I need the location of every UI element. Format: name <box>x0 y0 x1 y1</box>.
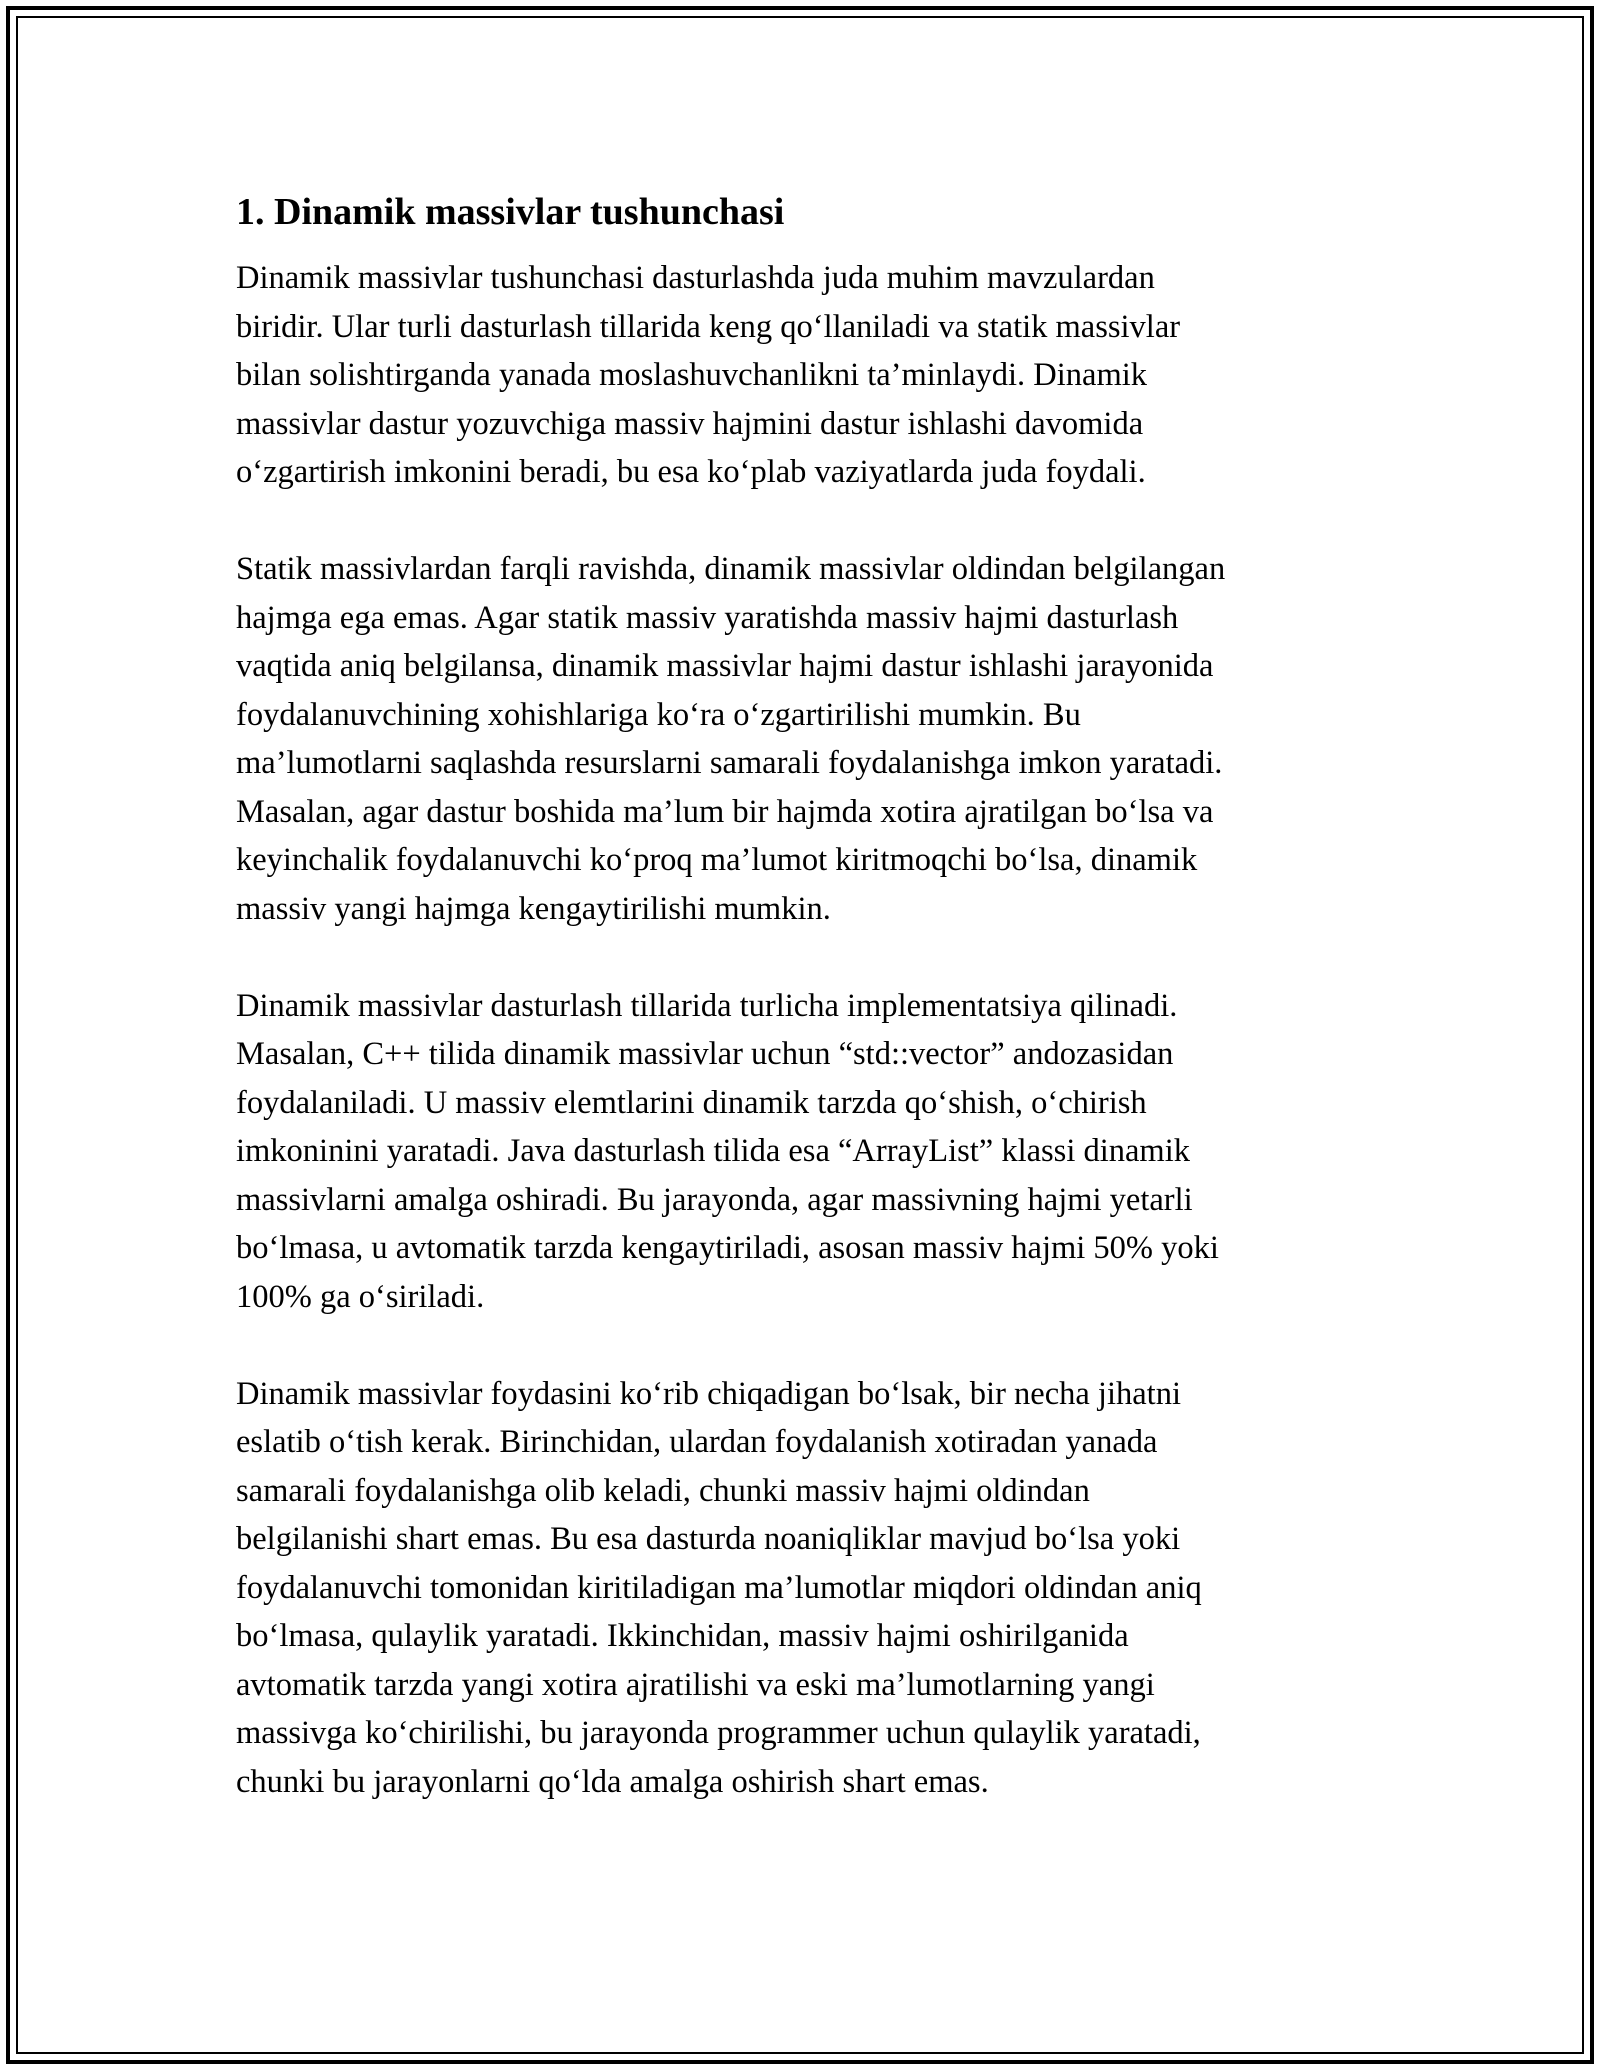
paragraph-line: Dinamik massivlar dasturlash tillarida turlicha implementatsiya qilinadi. <box>236 987 1178 1024</box>
paragraph-line: massiv yangi hajmga kengaytirilishi mumkin. <box>236 890 831 927</box>
paragraph-line: Dinamik massivlar tushunchasi dasturlashda juda muhim mavzulardan <box>236 260 1155 296</box>
paragraph-line: foydalaniladi. U massiv elemtlarini dinamik tarzda qo‘shish, o‘chirish <box>236 1084 1147 1121</box>
paragraph-line: bo‘lmasa, u avtomatik tarzda kengaytiriladi, asosan massiv hajmi 50% yoki <box>236 1230 1219 1266</box>
paragraph-line: biridir. Ular turli dasturlash tillarida keng qo‘llaniladi va statik massivlar <box>236 308 1181 345</box>
paragraph-line: Masalan, C++ tilida dinamik massivlar uchun “std::vector” andozasidan <box>236 1036 1174 1072</box>
paragraph-line: hajmga ega emas. Agar statik massiv yaratishda massiv hajmi dasturlash <box>236 599 1179 636</box>
paragraph-line: keyinchalik foydalanuvchi ko‘proq ma’lumot kiritmoqchi bo‘lsa, dinamik <box>236 842 1198 878</box>
paragraph-line: bilan solishtirganda yanada moslashuvchanlikni ta’minlaydi. Dinamik <box>236 357 1148 393</box>
paragraph-line: Statik massivlardan farqli ravishda, dinamik massivlar oldindan belgilangan <box>236 551 1226 587</box>
paragraph-line: samarali foydalanishga olib keladi, chunki massiv hajmi oldindan <box>236 1472 1090 1509</box>
paragraph-line: Masalan, agar dastur boshida ma’lum bir hajmda xotira ajratilgan bo‘lsa va <box>236 793 1214 830</box>
paragraph-line: avtomatik tarzda yangi xotira ajratilishi va eski ma’lumotlarning yangi <box>236 1666 1155 1703</box>
paragraph-line: foydalanuvchining xohishlariga ko‘ra o‘zgartirilishi mumkin. Bu <box>236 696 1081 733</box>
paragraph-3 <box>236 982 1396 1322</box>
paragraph-line: vaqtida aniq belgilansa, dinamik massivlar hajmi dastur ishlashi jarayonida <box>236 648 1214 684</box>
paragraph-line: chunki bu jarayonlarni qo‘lda amalga oshirish shart emas. <box>236 1763 989 1800</box>
paragraph-line: belgilanishi shart emas. Bu esa dasturda noaniqliklar mavjud bo‘lsa yoki <box>236 1521 1181 1557</box>
paragraph-line: foydalanuvchi tomonidan kiritiladigan ma’lumotlar miqdori oldindan aniq <box>236 1569 1202 1606</box>
paragraph-line: eslatib o‘tish kerak. Birinchidan, ulardan foydalanish xotiradan yanada <box>236 1424 1158 1460</box>
paragraph-line: imkoninini yaratadi. Java dasturlash tilida esa “ArrayList” klassi dinamik <box>236 1133 1190 1169</box>
paragraph-line: ma’lumotlarni saqlashda resurslarni samarali foydalanishga imkon yaratadi. <box>236 745 1223 781</box>
paragraph-4 <box>236 1370 1396 1807</box>
paragraph-line: Dinamik massivlar foydasini ko‘rib chiqadigan bo‘lsak, bir necha jihatni <box>236 1375 1181 1412</box>
paragraph-2 <box>236 545 1396 933</box>
paragraph-1 <box>236 254 1396 497</box>
paragraph-line: massivga ko‘chirilishi, bu jarayonda programmer uchun qulaylik yaratadi, <box>236 1715 1201 1751</box>
paragraph-line: massivlar dastur yozuvchiga massiv hajmini dastur ishlashi davomida <box>236 405 1144 442</box>
section-heading: 1. Dinamik massivlar tushunchasi <box>236 191 785 233</box>
paragraph-line: bo‘lmasa, qulaylik yaratadi. Ikkinchidan, massiv hajmi oshirilganida <box>236 1618 1129 1654</box>
paragraph-line: 100% ga o‘siriladi. <box>236 1278 485 1315</box>
document-body <box>236 186 1396 1855</box>
paragraph-line: massivlarni amalga oshiradi. Bu jarayonda, agar massivning hajmi yetarli <box>236 1181 1193 1218</box>
paragraph-line: o‘zgartirish imkonini beradi, bu esa ko‘plab vaziyatlarda juda foydali. <box>236 454 1146 490</box>
